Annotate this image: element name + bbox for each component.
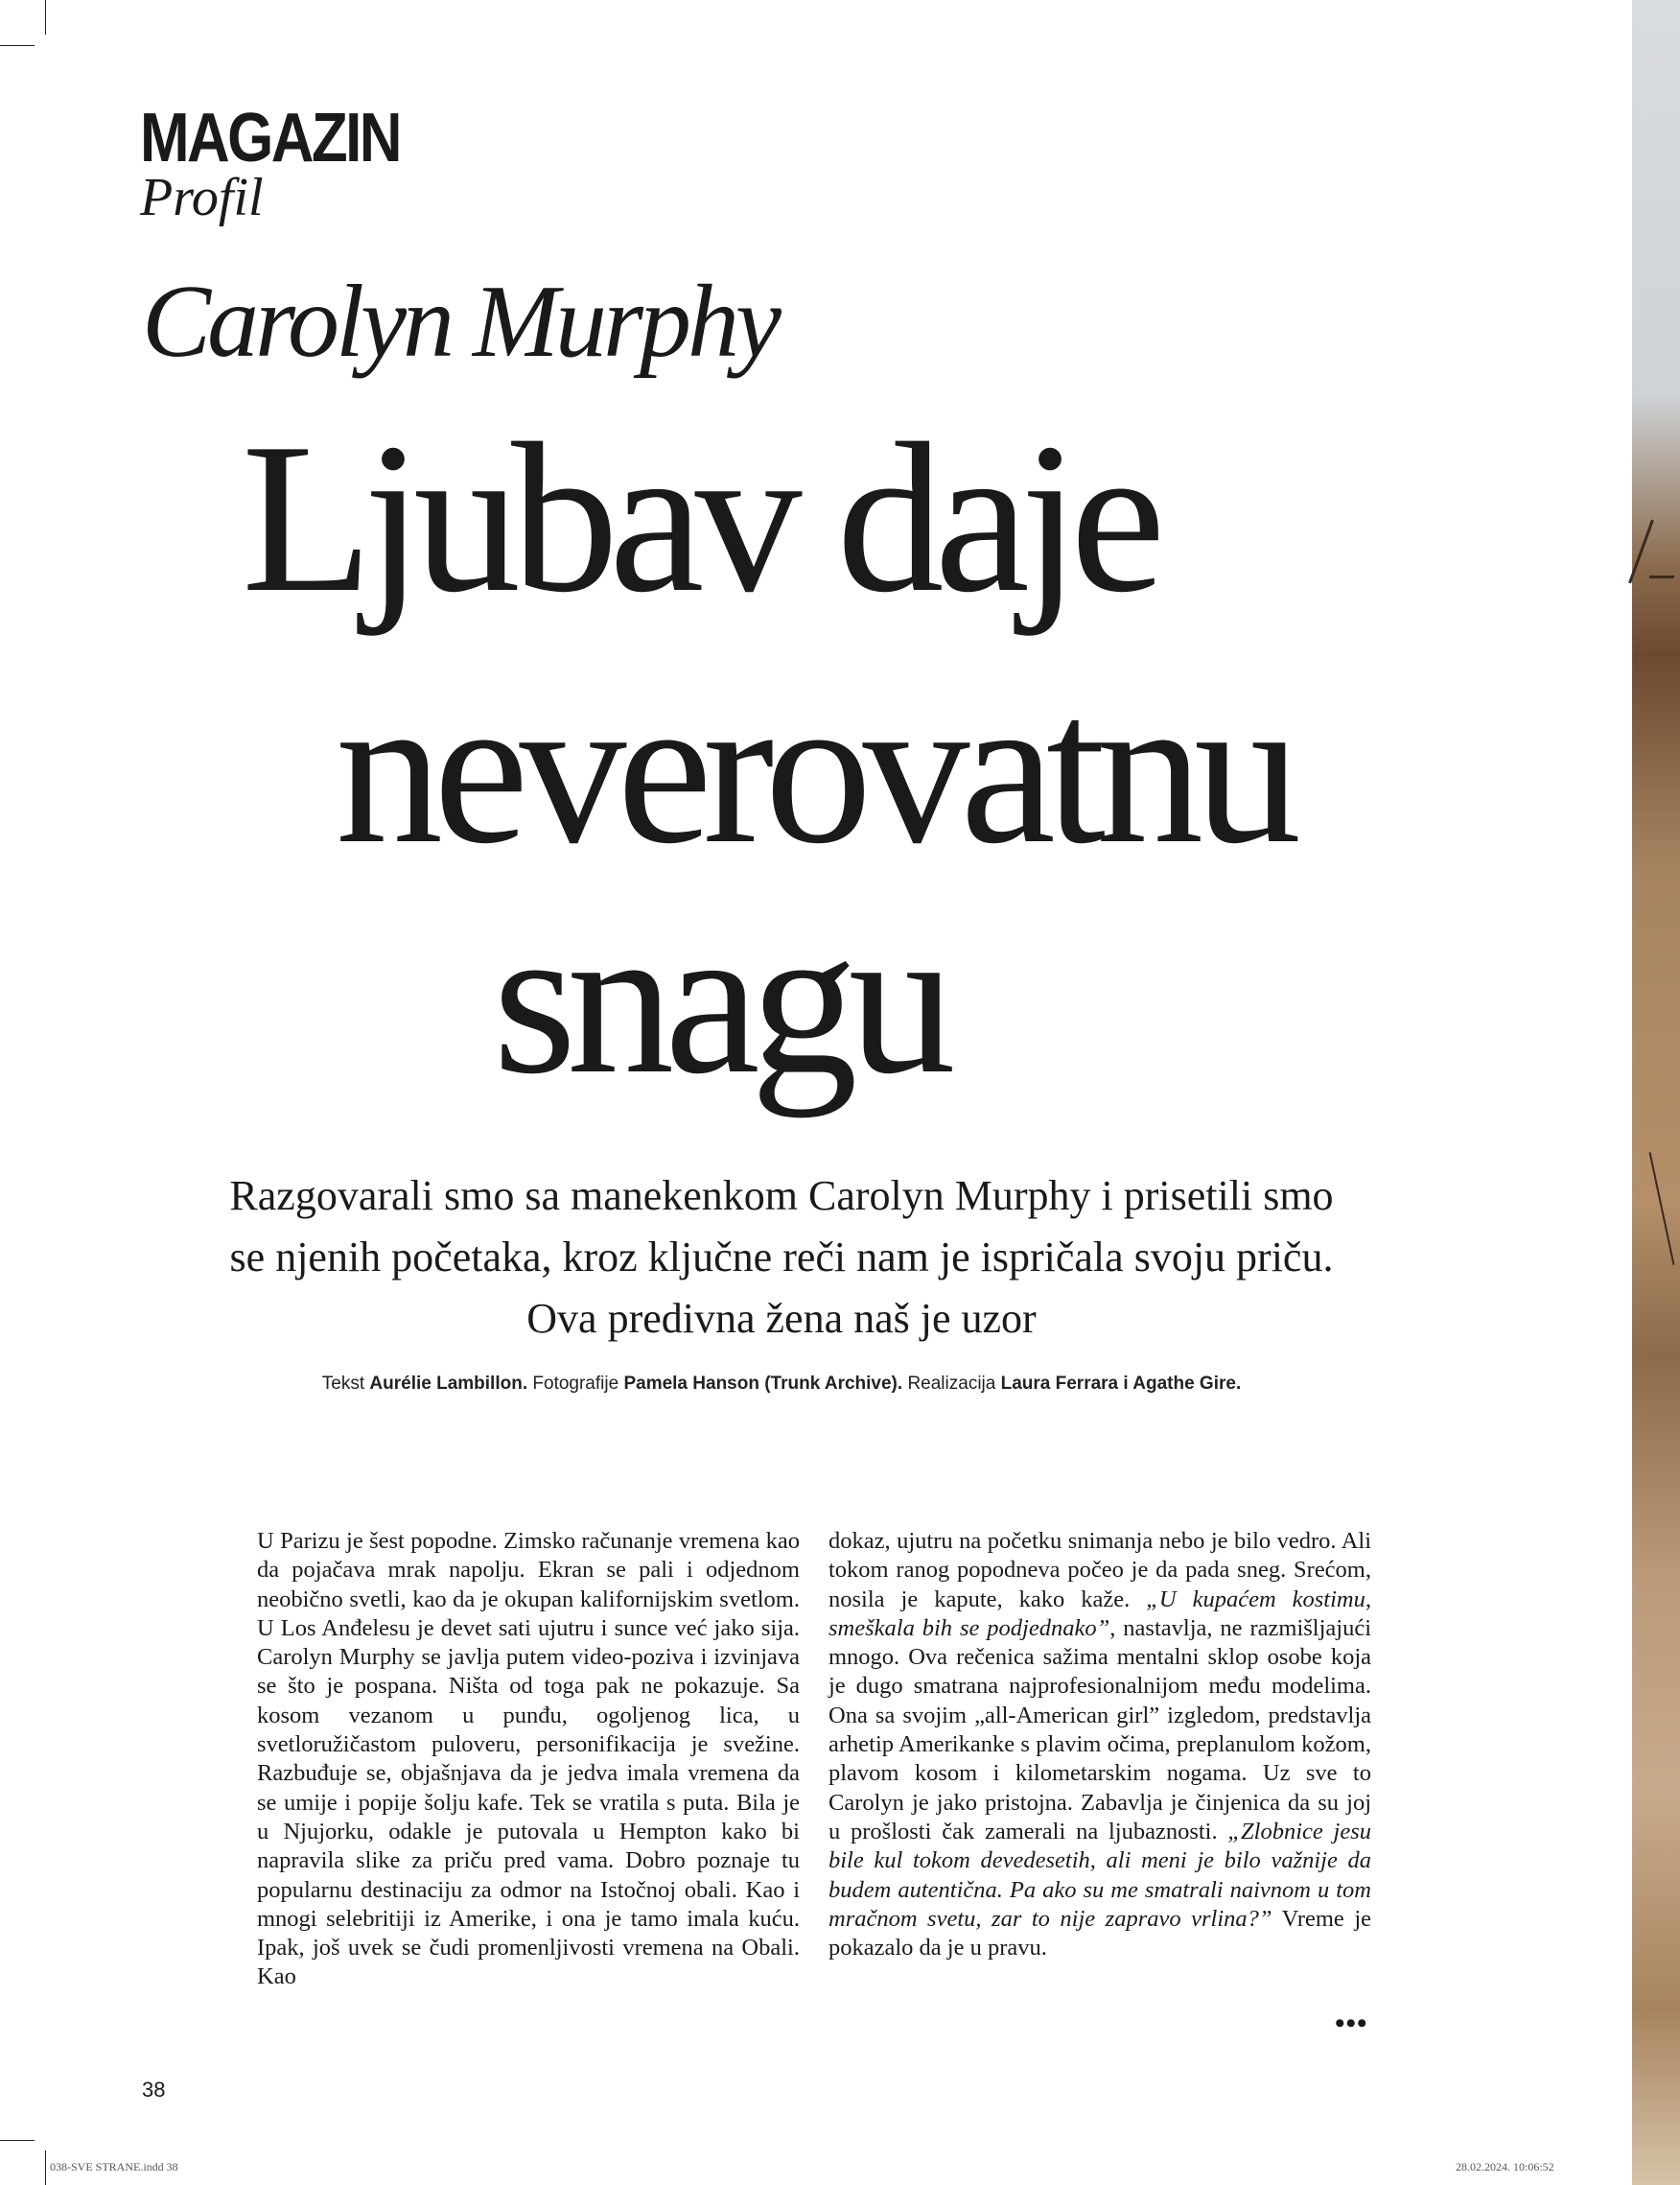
body-text: Vreme je pokazalo da je u pravu. bbox=[828, 1905, 1372, 1962]
body-text: dokaz, ujutru na početku snimanja nebo je bilo vedro. Ali tokom ranog popodneva počeo je da pada sneg. Srećom, nosila je kapute, kako kaže. bbox=[828, 1528, 1371, 1612]
page-number: 38 bbox=[142, 2078, 166, 2102]
credit-production-author: Laura Ferrara i Agathe Gire. bbox=[1000, 1374, 1242, 1394]
crop-mark bbox=[0, 2140, 35, 2141]
standfirst: Razgovarali smo sa manekenkom Carolyn Murphy i prisetili smo se njenih početaka, kroz ključne reči nam je ispričala svoju priču. Ova predivna žena naš je uzor bbox=[229, 1172, 1334, 1342]
crop-mark bbox=[0, 45, 35, 46]
photo-branch-detail bbox=[1649, 576, 1674, 578]
photo-branch-detail bbox=[1628, 520, 1654, 584]
body-column-1: U Parizu je šest popodne. Zimsko računanje vremena kao da pojačava mrak napolju. Ekran se pali i odjednom neobično svetli, kao da je okupan kalifornijskim svetlom. U Los Anđelesu je devet sati ujutru i sunce već jako sija. Carolyn Murphy se javlja putem video-poziva i izvinjava se što je pospana. Ništa od toga pak ne pokazuje. Sa kosom vezanom u punđu, ogoljenog lica, u svetloružičastom puloveru, personifikacija je svežine. Razbuđuje se, objašnjava da je jedva imala vremena da se umije i popije šolju kafe. Tek se vratila s puta. Bila je u Njujorku, odakle je putovala u Hempton kako bi napravila slike za priču pred vama. Dobro poznaje tu popularnu destinaciju za odmor na Istočnoj obali. Kao i mnogi selebritiji iz Amerike, i ona je tamo imala kuću. Ipak, još uvek se čudi promenljivosti vremena na Obali. Kao bbox=[257, 1528, 800, 1990]
crop-mark bbox=[45, 2150, 46, 2185]
pull-quote: „U kupaćem kostimu, smeškala bih se podjednako” bbox=[828, 1586, 1371, 1641]
subject-name: Carolyn Murphy bbox=[142, 265, 778, 379]
section-title: MAGAZIN bbox=[140, 100, 400, 176]
photo-branch-detail bbox=[1649, 1152, 1675, 1265]
credit-text-author: Aurélie Lambillon. bbox=[369, 1374, 528, 1394]
headline-line-3: snagu bbox=[493, 881, 946, 1118]
headline-line-2: neverovatnu bbox=[336, 650, 1293, 888]
print-slug-left: 038-SVE STRANE.indd 38 bbox=[50, 2160, 178, 2173]
body-column-2 bbox=[828, 1527, 1371, 1962]
body-text: , nastavlja, ne razmišljajući mnogo. Ova rečenica sažima mentalni sklop osobe koja je dugo smatrana najprofesionalnijom među modelima. Ona sa svojim „all-American girl” izgledom, predstavlja arhetip Amerikanke s plavim očima, preplanulom kožom, plavom kosom i kilometarskim nogama. Uz sve to Carolyn je jako pristojna. Zabavlja je činjenica da su joj u prošlosti čak zamerali na ljubaznosti. bbox=[828, 1614, 1372, 1844]
print-slug-right: 28.02.2024. 10:06:52 bbox=[1456, 2160, 1554, 2173]
credits bbox=[211, 1374, 1352, 1395]
crop-mark bbox=[45, 0, 46, 35]
section-subtitle: Profil bbox=[140, 168, 264, 227]
end-mark: ••• bbox=[1335, 2008, 1368, 2039]
credit-production-label: Realizacija bbox=[907, 1374, 996, 1394]
credit-photo-author: Pamela Hanson (Trunk Archive). bbox=[623, 1374, 903, 1394]
pull-quote: „Zlobnice jesu bile kul tokom devedesetih, ali meni je bilo važnije da budem autentična. Pa ako su me smatrali naivnom u tom mračnom svetu, zar to nije zapravo vrlina?” bbox=[828, 1818, 1371, 1932]
credit-photo-label: Fotografije bbox=[532, 1374, 619, 1394]
facing-page-photo-edge bbox=[1632, 0, 1680, 2185]
headline-line-1: Ljubav daje bbox=[242, 399, 1156, 637]
credit-text-label: Tekst bbox=[321, 1374, 365, 1394]
